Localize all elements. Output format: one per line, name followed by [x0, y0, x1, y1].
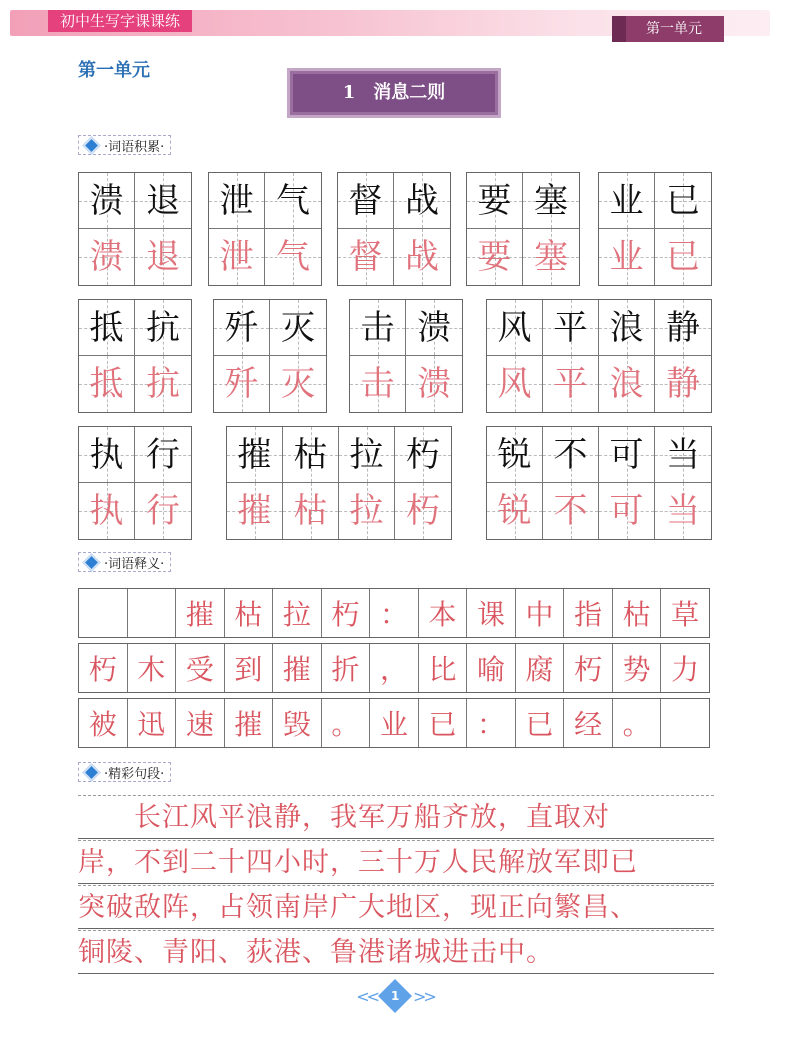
char-column — [339, 427, 395, 539]
vocab-char: 锐 — [497, 434, 532, 475]
definition-cell: 草 — [671, 598, 700, 631]
passage-line: 铜陵、青阳、荻港、鲁港诸城进击中。 — [78, 930, 714, 974]
definition-cell: 喻 — [467, 644, 516, 692]
definition-cell: 毁 — [273, 699, 322, 747]
definition-cell: 中 — [516, 589, 565, 637]
char-column — [395, 427, 451, 539]
trace-char-cell — [406, 356, 462, 412]
vocab-char: 摧 — [237, 491, 272, 531]
model-char-cell — [487, 300, 542, 356]
diamond-icon — [82, 136, 100, 154]
model-char-cell — [135, 300, 191, 356]
definition-cell: 已 — [419, 699, 468, 747]
trace-char-cell — [338, 229, 393, 285]
vocab-char: 静 — [666, 307, 700, 348]
definition-cell: 腐 — [516, 644, 565, 692]
model-char-cell — [599, 427, 654, 483]
model-char-cell — [599, 300, 654, 356]
vocab-group — [78, 426, 192, 540]
char-column — [209, 173, 265, 285]
section-label-meaning — [78, 552, 171, 572]
definition-cell: 已 — [516, 699, 565, 747]
vocab-char: 灭 — [281, 307, 315, 348]
char-column — [655, 300, 711, 412]
vocab-char: 已 — [666, 180, 700, 221]
definition-cell: 迅 — [128, 699, 177, 747]
model-char-cell — [265, 173, 321, 229]
vocab-char: 浪 — [609, 364, 644, 404]
section-title: ·词语积累· — [104, 139, 165, 155]
definition-row — [78, 698, 710, 748]
vocab-char: 督 — [348, 237, 383, 277]
vocab-char: 朽 — [406, 434, 440, 475]
definition-cell: ： — [370, 589, 419, 637]
vocab-group — [226, 426, 452, 540]
char-column — [135, 173, 191, 285]
lesson-name: 消息二则 — [373, 82, 446, 103]
trace-char-cell — [523, 229, 579, 285]
passage-line: 长江风平浪静，我军万船齐放，直取对 — [78, 795, 714, 839]
char-column — [227, 427, 283, 539]
vocab-group — [78, 299, 192, 413]
vocab-char: 平 — [553, 364, 588, 404]
model-char-cell — [350, 300, 405, 356]
definition-cell: 。 — [322, 699, 371, 747]
definition-cell: 本 — [419, 589, 468, 637]
definition-cell: 朽 — [322, 589, 371, 637]
lesson-title-box — [287, 68, 501, 118]
trace-char-cell — [599, 356, 654, 412]
trace-char-cell — [227, 483, 282, 539]
definition-cell: 受 — [176, 644, 225, 692]
char-column — [214, 300, 270, 412]
left-arrows-icon: << — [356, 986, 377, 1006]
trace-char-cell — [655, 356, 711, 412]
trace-char-cell — [599, 229, 654, 285]
model-char-cell — [655, 300, 711, 356]
definition-cell: 势 — [613, 644, 662, 692]
trace-char-cell — [79, 356, 134, 412]
unit-tag — [612, 16, 724, 42]
model-char-cell — [394, 173, 450, 229]
model-char-cell — [543, 427, 598, 483]
model-char-cell — [135, 173, 191, 229]
definition-cell: 经 — [564, 699, 613, 747]
char-column — [265, 173, 321, 285]
model-char-cell — [209, 173, 264, 229]
vocab-char: 溃 — [89, 237, 124, 277]
section-label-vocab — [78, 135, 171, 155]
trace-char-cell — [350, 356, 405, 412]
model-char-cell — [227, 427, 282, 483]
trace-char-cell — [394, 229, 450, 285]
trace-char-cell — [487, 356, 542, 412]
diamond-icon — [82, 763, 100, 781]
page-number-badge — [352, 983, 438, 1009]
vocab-char: 击 — [360, 364, 395, 404]
vocab-char: 泄 — [219, 180, 254, 221]
definition-cell: 枯 — [613, 589, 662, 637]
vocab-char: 可 — [609, 491, 644, 531]
vocab-group — [349, 299, 463, 413]
vocab-group — [486, 299, 712, 413]
vocab-char: 当 — [666, 491, 700, 531]
model-char-cell — [79, 427, 134, 483]
char-column — [79, 173, 135, 285]
vocab-char: 歼 — [224, 364, 259, 404]
trace-char-cell — [270, 356, 326, 412]
definition-cell: 。 — [613, 699, 662, 747]
definition-cell: 课 — [467, 589, 516, 637]
model-char-cell — [283, 427, 338, 483]
definition-cell — [661, 699, 709, 747]
char-column — [338, 173, 394, 285]
definition-cell: ， — [370, 644, 419, 692]
vocab-char: 溃 — [417, 307, 451, 348]
unit-heading: 第一单元 — [78, 60, 150, 81]
char-column — [599, 173, 655, 285]
char-column — [283, 427, 339, 539]
vocab-char: 退 — [146, 237, 180, 277]
vocab-group — [213, 299, 327, 413]
definition-cell: 力 — [671, 653, 700, 686]
char-column — [599, 300, 655, 412]
definition-cell: 指 — [564, 589, 613, 637]
vocab-char: 退 — [146, 180, 180, 221]
model-char-cell — [79, 173, 134, 229]
trace-char-cell — [79, 483, 134, 539]
vocab-group — [337, 172, 451, 286]
vocab-char: 行 — [146, 491, 180, 531]
trace-char-cell — [599, 483, 654, 539]
char-column — [487, 300, 543, 412]
trace-char-cell — [467, 229, 522, 285]
trace-char-cell — [487, 483, 542, 539]
model-char-cell — [339, 427, 394, 483]
vocab-char: 塞 — [534, 237, 568, 277]
definition-cell: 木 — [128, 644, 177, 692]
definition-cell: 到 — [225, 644, 274, 692]
trace-char-cell — [543, 483, 598, 539]
vocab-char: 业 — [609, 180, 644, 221]
definition-cell: 被 — [79, 699, 128, 747]
vocab-char: 塞 — [534, 180, 568, 221]
model-char-cell — [79, 300, 134, 356]
definition-cell — [79, 589, 128, 637]
trace-char-cell — [209, 229, 264, 285]
vocab-group — [208, 172, 322, 286]
book-title: 初中生写字课课练 — [48, 10, 192, 32]
char-column — [543, 300, 599, 412]
vocab-char: 击 — [360, 307, 395, 348]
definition-cell: 折 — [322, 644, 371, 692]
vocab-char: 当 — [666, 434, 700, 475]
model-char-cell — [214, 300, 269, 356]
lesson-title — [293, 74, 495, 112]
vocab-char: 业 — [609, 237, 644, 277]
vocab-char: 锐 — [497, 491, 532, 531]
vocab-char: 灭 — [281, 364, 315, 404]
vocab-char: 要 — [477, 237, 512, 277]
model-char-cell — [543, 300, 598, 356]
vocab-char: 执 — [89, 491, 124, 531]
vocab-char: 督 — [348, 180, 383, 221]
vocab-char: 静 — [666, 364, 700, 404]
char-column — [79, 300, 135, 412]
char-column — [467, 173, 523, 285]
definition-cell: 摧 — [273, 644, 322, 692]
char-column — [406, 300, 462, 412]
model-char-cell — [406, 300, 462, 356]
trace-char-cell — [339, 483, 394, 539]
vocab-char: 要 — [477, 180, 512, 221]
unit-tag-label: 第一单元 — [646, 21, 702, 37]
vocab-char: 气 — [276, 237, 310, 277]
definition-cell: 业 — [370, 699, 419, 747]
model-char-cell — [467, 173, 522, 229]
section-label-passage — [78, 762, 171, 782]
vocab-char: 泄 — [219, 237, 254, 277]
char-column — [135, 300, 191, 412]
vocab-char: 行 — [146, 434, 180, 475]
vocab-char: 平 — [553, 307, 588, 348]
trace-char-cell — [265, 229, 321, 285]
model-char-cell — [599, 173, 654, 229]
definition-row — [78, 588, 710, 638]
definition-cell: 枯 — [225, 589, 274, 637]
char-column — [543, 427, 599, 539]
vocab-char: 不 — [553, 434, 588, 475]
vocab-char: 浪 — [609, 307, 644, 348]
vocab-char: 枯 — [293, 434, 328, 475]
section-title: ·精彩句段· — [104, 766, 165, 782]
definition-cell: 朽 — [79, 644, 128, 692]
vocab-char: 朽 — [406, 491, 440, 531]
char-column — [523, 173, 579, 285]
model-char-cell — [655, 427, 711, 483]
right-arrows-icon: >> — [413, 986, 434, 1006]
trace-char-cell — [79, 229, 134, 285]
definition-cell: ： — [467, 699, 516, 747]
vocab-char: 枯 — [293, 491, 328, 531]
trace-char-cell — [135, 356, 191, 412]
trace-char-cell — [283, 483, 338, 539]
definition-cell: 速 — [176, 699, 225, 747]
vocab-group — [466, 172, 580, 286]
unit-tag-notch — [612, 16, 626, 42]
char-column — [655, 427, 711, 539]
vocab-char: 战 — [405, 180, 439, 221]
trace-char-cell — [655, 483, 711, 539]
trace-char-cell — [135, 229, 191, 285]
section-title: ·词语释义· — [104, 556, 165, 572]
vocab-char: 摧 — [237, 434, 272, 475]
vocab-char: 风 — [497, 307, 532, 348]
passage-line: 岸，不到二十四小时，三十万人民解放军即已 — [78, 840, 714, 884]
model-char-cell — [655, 173, 711, 229]
vocab-char: 拉 — [349, 491, 384, 531]
definition-cell: 比 — [419, 644, 468, 692]
definition-cell — [128, 589, 177, 637]
diamond-icon — [82, 553, 100, 571]
vocab-char: 已 — [666, 237, 700, 277]
vocab-char: 气 — [276, 180, 310, 221]
char-column — [270, 300, 326, 412]
vocab-group — [486, 426, 712, 540]
trace-char-cell — [655, 229, 711, 285]
char-column — [655, 173, 711, 285]
definition-cell: 摧 — [176, 589, 225, 637]
vocab-char: 可 — [609, 434, 644, 475]
vocab-group — [78, 172, 192, 286]
char-column — [79, 427, 135, 539]
passage — [78, 795, 714, 975]
model-char-cell — [487, 427, 542, 483]
page-number: 1 — [390, 988, 400, 1003]
vocab-char: 抗 — [146, 307, 180, 348]
vocab-char: 拉 — [349, 434, 384, 475]
trace-char-cell — [135, 483, 191, 539]
definition-cell: 朽 — [564, 644, 613, 692]
definition-cell: 拉 — [273, 589, 322, 637]
char-column — [599, 427, 655, 539]
model-char-cell — [395, 427, 451, 483]
vocab-char: 溃 — [417, 364, 451, 404]
model-char-cell — [270, 300, 326, 356]
char-column — [487, 427, 543, 539]
model-char-cell — [523, 173, 579, 229]
definition-cell: 摧 — [225, 699, 274, 747]
vocab-char: 战 — [405, 237, 439, 277]
vocab-char: 溃 — [89, 180, 124, 221]
model-char-cell — [135, 427, 191, 483]
char-column — [394, 173, 450, 285]
vocab-char: 抵 — [89, 307, 124, 348]
vocab-char: 歼 — [224, 307, 259, 348]
trace-char-cell — [543, 356, 598, 412]
char-column — [135, 427, 191, 539]
trace-char-cell — [214, 356, 269, 412]
vocab-char: 不 — [553, 491, 588, 531]
vocab-group — [598, 172, 712, 286]
lesson-number: 1 — [342, 82, 356, 103]
vocab-char: 抗 — [146, 364, 180, 404]
page-number-diamond — [378, 979, 412, 1013]
trace-char-cell — [395, 483, 451, 539]
vocab-char: 风 — [497, 364, 532, 404]
model-char-cell — [338, 173, 393, 229]
passage-line: 突破敌阵，占领南岸广大地区，现正向繁昌、 — [78, 885, 714, 929]
char-column — [350, 300, 406, 412]
definition-row — [78, 643, 710, 693]
vocab-char: 抵 — [89, 364, 124, 404]
vocab-char: 执 — [89, 434, 124, 475]
